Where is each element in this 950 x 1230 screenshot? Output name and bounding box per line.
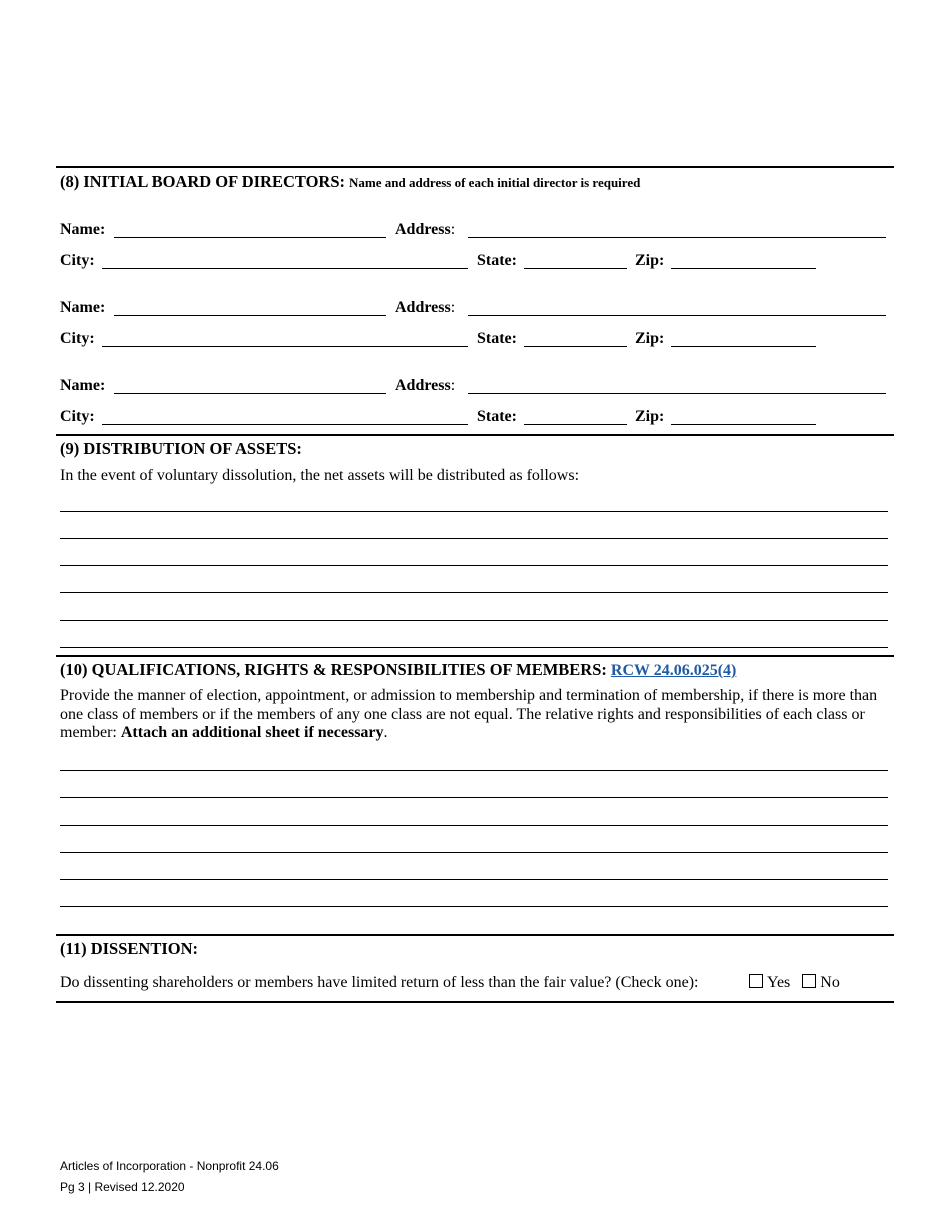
qualifications-line-3[interactable] — [60, 825, 888, 826]
director-3-zip-label: Zip: — [635, 408, 665, 425]
section-8-top-rule — [56, 166, 894, 168]
director-3-address-field[interactable] — [468, 393, 886, 394]
director-3-city-label: City: — [60, 408, 95, 425]
director-2-name-field[interactable] — [114, 315, 386, 316]
distribution-line-4[interactable] — [60, 592, 888, 593]
section-8-number: (8) — [60, 172, 80, 191]
section-10-title: (10) QUALIFICATIONS, RIGHTS & RESPONSIBILITIES OF MEMBERS: — [60, 660, 607, 679]
director-2-city-field[interactable] — [102, 346, 468, 347]
qualifications-line-6[interactable] — [60, 906, 888, 907]
director-1-address-field[interactable] — [468, 237, 886, 238]
section-9-top-rule — [56, 434, 894, 436]
distribution-line-3[interactable] — [60, 565, 888, 566]
section-9-text: In the event of voluntary dissolution, the net assets will be distributed as follows: — [60, 467, 580, 484]
director-1-state-field[interactable] — [524, 268, 627, 269]
director-1-city-field[interactable] — [102, 268, 468, 269]
no-checkbox[interactable] — [802, 974, 816, 988]
director-2-zip-label: Zip: — [635, 330, 665, 347]
section-10-text: Provide the manner of election, appointment, or admission to membership and termination of membership, if there is more than one class of members or if the members of any one class are not equal. The relative rights and responsibilities of each class or member: Attach an additional sheet if necessary. — [60, 687, 878, 741]
no-label: No — [820, 974, 840, 991]
director-1-address-label: Address: — [395, 221, 456, 238]
director-2-address-label: Address: — [395, 299, 456, 316]
director-2-zip-field[interactable] — [671, 346, 816, 347]
director-1-zip-field[interactable] — [671, 268, 816, 269]
director-1-state-label: State: — [477, 252, 517, 269]
director-1-name-field[interactable] — [114, 237, 386, 238]
section-10-heading — [60, 661, 736, 680]
director-3-state-label: State: — [477, 408, 517, 425]
director-2-state-field[interactable] — [524, 346, 627, 347]
director-3-name-label: Name: — [60, 377, 106, 394]
dissention-question: Do dissenting shareholders or members have limited return of less than the fair value? (Check one): — [60, 974, 699, 991]
section-11-title: (11) DISSENTION: — [60, 939, 198, 958]
dissention-options — [749, 974, 840, 992]
yes-label: Yes — [767, 974, 791, 991]
section-8-title: INITIAL BOARD OF DIRECTORS: — [83, 172, 346, 191]
section-10-emphasis: Attach an additional sheet if necessary — [120, 724, 384, 741]
director-1-city-label: City: — [60, 252, 95, 269]
director-2-city-label: City: — [60, 330, 95, 347]
section-8-heading — [60, 173, 640, 192]
distribution-line-5[interactable] — [60, 620, 888, 621]
footer-form-name: Articles of Incorporation - Nonprofit 24.06 — [60, 1159, 279, 1173]
distribution-line-6[interactable] — [60, 647, 888, 648]
qualifications-line-2[interactable] — [60, 797, 888, 798]
section-11-top-rule — [56, 934, 894, 936]
qualifications-line-4[interactable] — [60, 852, 888, 853]
yes-checkbox[interactable] — [749, 974, 763, 988]
section-10-top-rule — [56, 655, 894, 657]
rcw-link[interactable]: RCW 24.06.025(4) — [610, 662, 737, 679]
director-2-name-label: Name: — [60, 299, 106, 316]
director-3-address-label: Address: — [395, 377, 456, 394]
section-9-title: (9) DISTRIBUTION OF ASSETS: — [60, 439, 302, 458]
director-3-name-field[interactable] — [114, 393, 386, 394]
director-1-name-label: Name: — [60, 221, 106, 238]
section-11-bottom-rule — [56, 1001, 894, 1003]
qualifications-line-1[interactable] — [60, 770, 888, 771]
director-3-state-field[interactable] — [524, 424, 627, 425]
footer-page: Pg 3 | Revised 12.2020 — [60, 1180, 185, 1194]
director-3-zip-field[interactable] — [671, 424, 816, 425]
director-3-city-field[interactable] — [102, 424, 468, 425]
section-8-note: Name and address of each initial director is required — [349, 175, 641, 190]
distribution-line-1[interactable] — [60, 511, 888, 512]
qualifications-line-5[interactable] — [60, 879, 888, 880]
director-2-address-field[interactable] — [468, 315, 886, 316]
director-2-state-label: State: — [477, 330, 517, 347]
distribution-line-2[interactable] — [60, 538, 888, 539]
director-1-zip-label: Zip: — [635, 252, 665, 269]
